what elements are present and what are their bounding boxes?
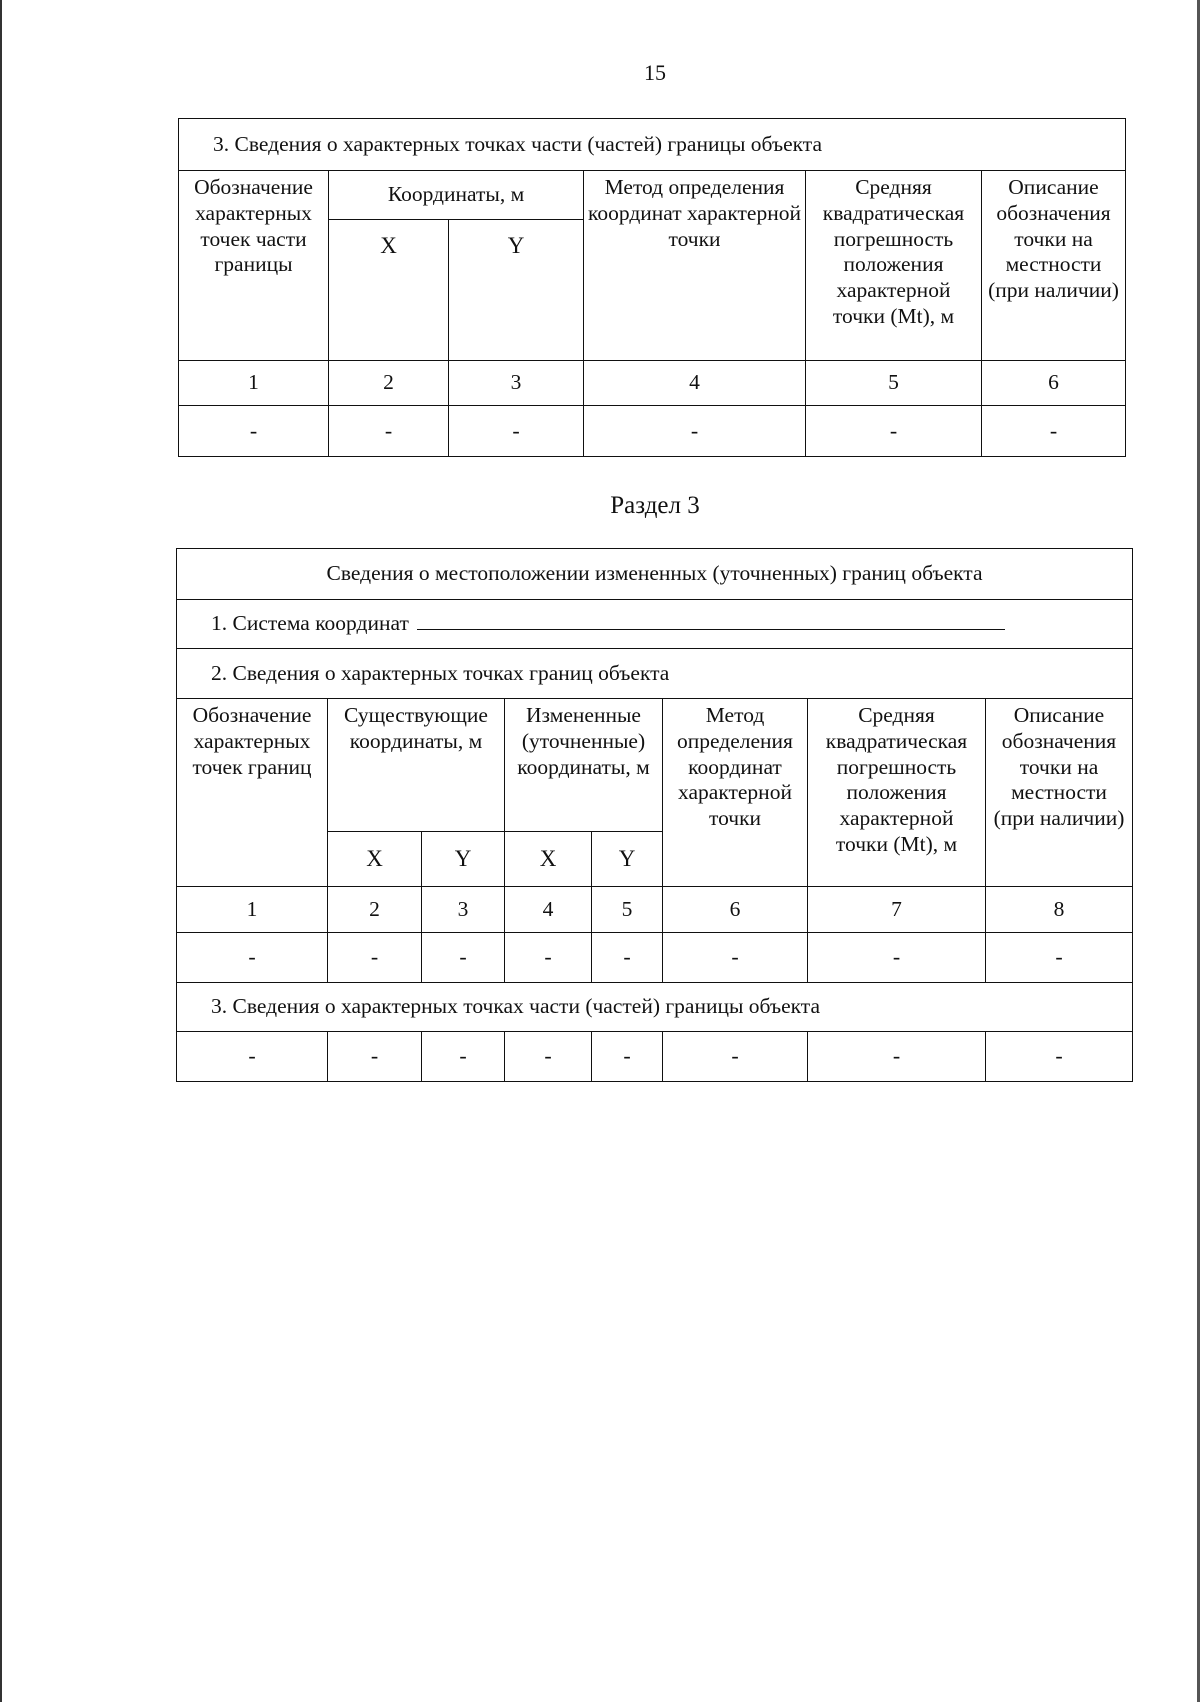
column-number: 1: [179, 361, 329, 406]
points-section-title: 2. Сведения о характерных точках границ объекта: [177, 649, 1133, 699]
header-designation: Обозначение характерных точек границ: [177, 699, 328, 887]
table-row: [179, 406, 1126, 457]
table-cell: -: [422, 1032, 505, 1082]
table-cell: -: [986, 933, 1133, 983]
header-x: X: [329, 220, 449, 361]
column-number: 5: [806, 361, 982, 406]
part-boundary-points-table: [178, 118, 1126, 457]
table-cell: -: [592, 1032, 663, 1082]
page-number: 15: [644, 60, 666, 85]
table-cell: -: [328, 933, 422, 983]
table-cell: -: [329, 406, 449, 457]
column-number: 6: [982, 361, 1126, 406]
coordinate-system-label: 1. Система координат: [211, 611, 409, 636]
table-row: [177, 933, 1133, 983]
scan-left-edge: [0, 0, 2, 1702]
header-error: Средняя квадратическая погрешность положения характерной точки (Mt), м: [808, 699, 986, 887]
table-cell: -: [177, 933, 328, 983]
table-cell: -: [179, 406, 329, 457]
table-cell: -: [592, 933, 663, 983]
table-title: Сведения о местоположении измененных (уточненных) границ объекта: [177, 549, 1133, 600]
table-cell: -: [449, 406, 584, 457]
table-cell: -: [422, 933, 505, 983]
table-cell: -: [328, 1032, 422, 1082]
column-number: 4: [584, 361, 806, 406]
table-cell: -: [808, 933, 986, 983]
column-number: 2: [329, 361, 449, 406]
table-cell: -: [505, 933, 592, 983]
header-method: Метод определения координат характерной точки: [584, 171, 806, 361]
column-number: 6: [663, 887, 808, 933]
table-row: [177, 1032, 1133, 1082]
table-title: 3. Сведения о характерных точках части (частей) границы объекта: [179, 119, 1126, 171]
table-cell: -: [808, 1032, 986, 1082]
column-number: 1: [177, 887, 328, 933]
header-changed-y: Y: [592, 832, 663, 887]
column-number: 8: [986, 887, 1133, 933]
column-number: 4: [505, 887, 592, 933]
coordinate-system-blank: [417, 611, 1005, 630]
column-number: 3: [422, 887, 505, 933]
part-points-section-title: 3. Сведения о характерных точках части (частей) границы объекта: [177, 983, 1133, 1032]
header-existing-coordinates: Существующие координаты, м: [328, 699, 505, 832]
column-number: 7: [808, 887, 986, 933]
header-changed-coordinates: Измененные (уточненные) координаты, м: [505, 699, 663, 832]
column-number: 3: [449, 361, 584, 406]
header-existing-x: X: [328, 832, 422, 887]
header-designation: Обозначение характерных точек части границы: [179, 171, 329, 361]
header-changed-x: X: [505, 832, 592, 887]
table-cell: -: [177, 1032, 328, 1082]
table-cell: -: [663, 1032, 808, 1082]
column-number: 5: [592, 887, 663, 933]
header-error: Средняя квадратическая погрешность положения характерной точки (Mt), м: [806, 171, 982, 361]
header-description: Описание обозначения точки на местности (при наличии): [982, 171, 1126, 361]
column-number: 2: [328, 887, 422, 933]
table-cell: -: [584, 406, 806, 457]
table-cell: -: [663, 933, 808, 983]
table-cell: -: [986, 1032, 1133, 1082]
section-heading: Раздел 3: [610, 492, 700, 519]
header-y: Y: [449, 220, 584, 361]
header-method: Метод определения координат характерной точки: [663, 699, 808, 887]
coordinate-system-row: [177, 600, 1133, 649]
table-cell: -: [806, 406, 982, 457]
changed-boundaries-table: [176, 548, 1133, 1082]
header-coordinates: Координаты, м: [329, 171, 584, 220]
header-existing-y: Y: [422, 832, 505, 887]
header-description: Описание обозначения точки на местности (при наличии): [986, 699, 1133, 887]
table-cell: -: [505, 1032, 592, 1082]
table-cell: -: [982, 406, 1126, 457]
